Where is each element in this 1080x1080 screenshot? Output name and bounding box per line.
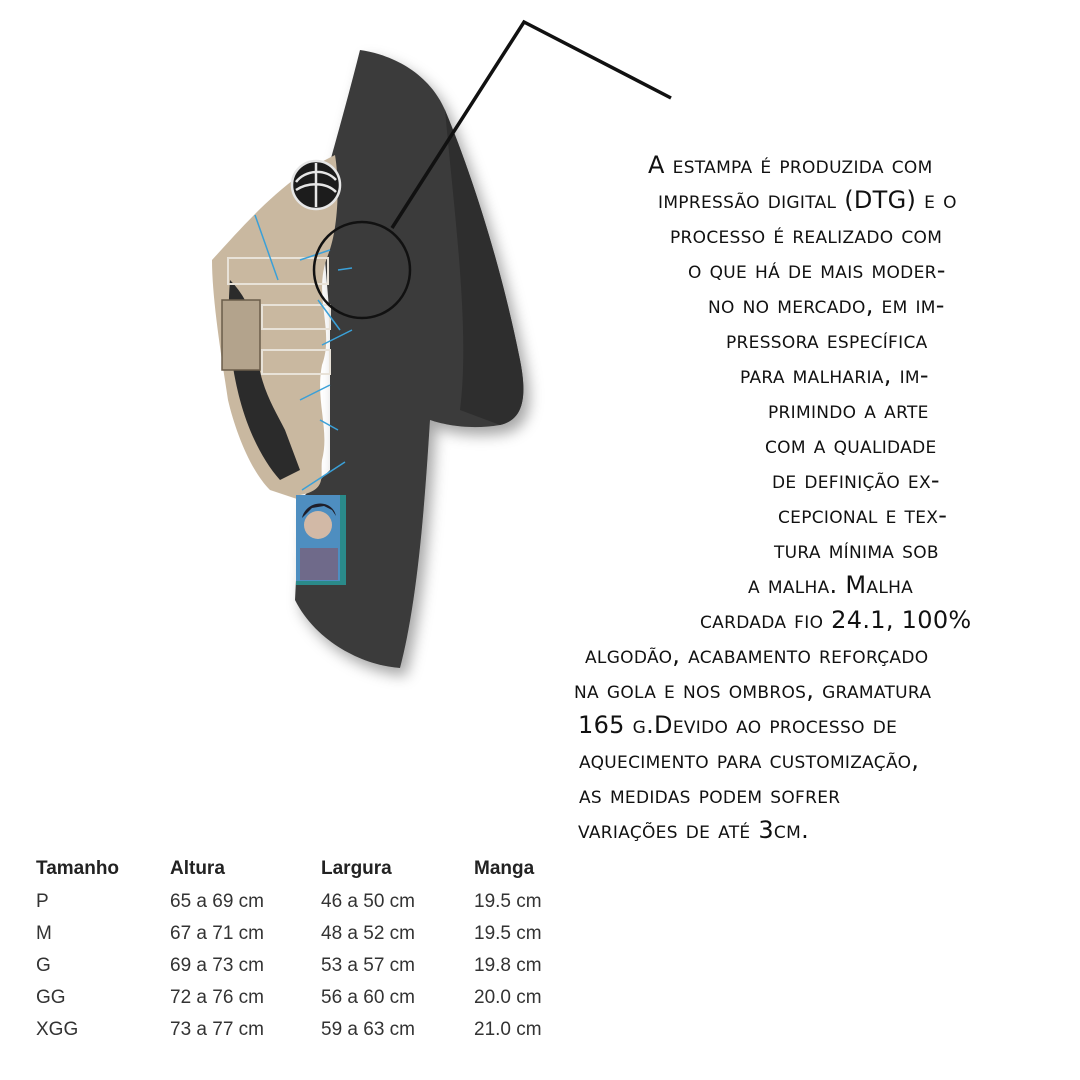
size-table	[36, 856, 574, 1046]
largura-cell: 46 a 50 cm	[321, 891, 415, 912]
description-line: para malharia, im-	[740, 361, 929, 389]
size-table-header	[36, 856, 574, 886]
description-line: cepcional e tex-	[778, 501, 948, 529]
description-line: 165 g.Devido ao processo de	[578, 711, 898, 739]
description-line: de definição ex-	[772, 466, 940, 494]
header-largura: Largura	[321, 858, 392, 879]
size-cell: G	[36, 955, 51, 976]
altura-cell: 73 a 77 cm	[170, 1019, 264, 1040]
altura-cell: 72 a 76 cm	[170, 987, 264, 1008]
size-cell: P	[36, 891, 49, 912]
description-line: na gola e nos ombros, gramatura	[574, 676, 932, 704]
altura-cell: 67 a 71 cm	[170, 923, 264, 944]
manga-cell: 19.8 cm	[474, 955, 542, 976]
description-line: no no mercado, em im-	[708, 291, 945, 319]
description-line: tura mínima sob	[774, 536, 939, 564]
description-line: pressora específica	[726, 326, 928, 354]
description-line: a malha. Malha	[748, 571, 914, 599]
header-tamanho: Tamanho	[36, 858, 120, 879]
description-line: as medidas podem sofrer	[579, 781, 841, 809]
table-row	[36, 950, 574, 982]
description-line: com a qualidade	[765, 431, 937, 459]
description-line: processo é realizado com	[670, 221, 943, 249]
size-cell: M	[36, 923, 52, 944]
description-line: aquecimento para customização,	[579, 746, 920, 774]
largura-cell: 59 a 63 cm	[321, 1019, 415, 1040]
largura-cell: 53 a 57 cm	[321, 955, 415, 976]
largura-cell: 56 a 60 cm	[321, 987, 415, 1008]
print-vest-block	[222, 300, 260, 370]
leaf-village-symbol-icon	[292, 161, 340, 209]
description-line: cardada fio 24.1, 100%	[700, 606, 972, 634]
size-cell: XGG	[36, 1019, 79, 1040]
altura-cell: 65 a 69 cm	[170, 891, 264, 912]
table-row	[36, 1014, 574, 1046]
manga-cell: 19.5 cm	[474, 923, 542, 944]
table-row	[36, 886, 574, 918]
description-line: o que há de mais moder-	[688, 256, 946, 284]
table-row	[36, 982, 574, 1014]
manga-cell: 21.0 cm	[474, 1019, 542, 1040]
description-line: impressão digital (DTG) e o	[658, 186, 957, 214]
largura-cell: 48 a 52 cm	[321, 923, 415, 944]
character-portrait-icon	[296, 495, 346, 585]
description-line: primindo a arte	[768, 396, 929, 424]
header-manga: Manga	[474, 858, 535, 879]
manga-cell: 20.0 cm	[474, 987, 542, 1008]
description-line: variações de até 3cm.	[578, 816, 809, 844]
description-line: A estampa é produzida com	[648, 151, 933, 179]
altura-cell: 69 a 73 cm	[170, 955, 264, 976]
table-row	[36, 918, 574, 950]
header-altura: Altura	[170, 858, 225, 879]
size-cell: GG	[36, 987, 66, 1008]
description-line: algodão, acabamento reforçado	[585, 641, 929, 669]
manga-cell: 19.5 cm	[474, 891, 542, 912]
